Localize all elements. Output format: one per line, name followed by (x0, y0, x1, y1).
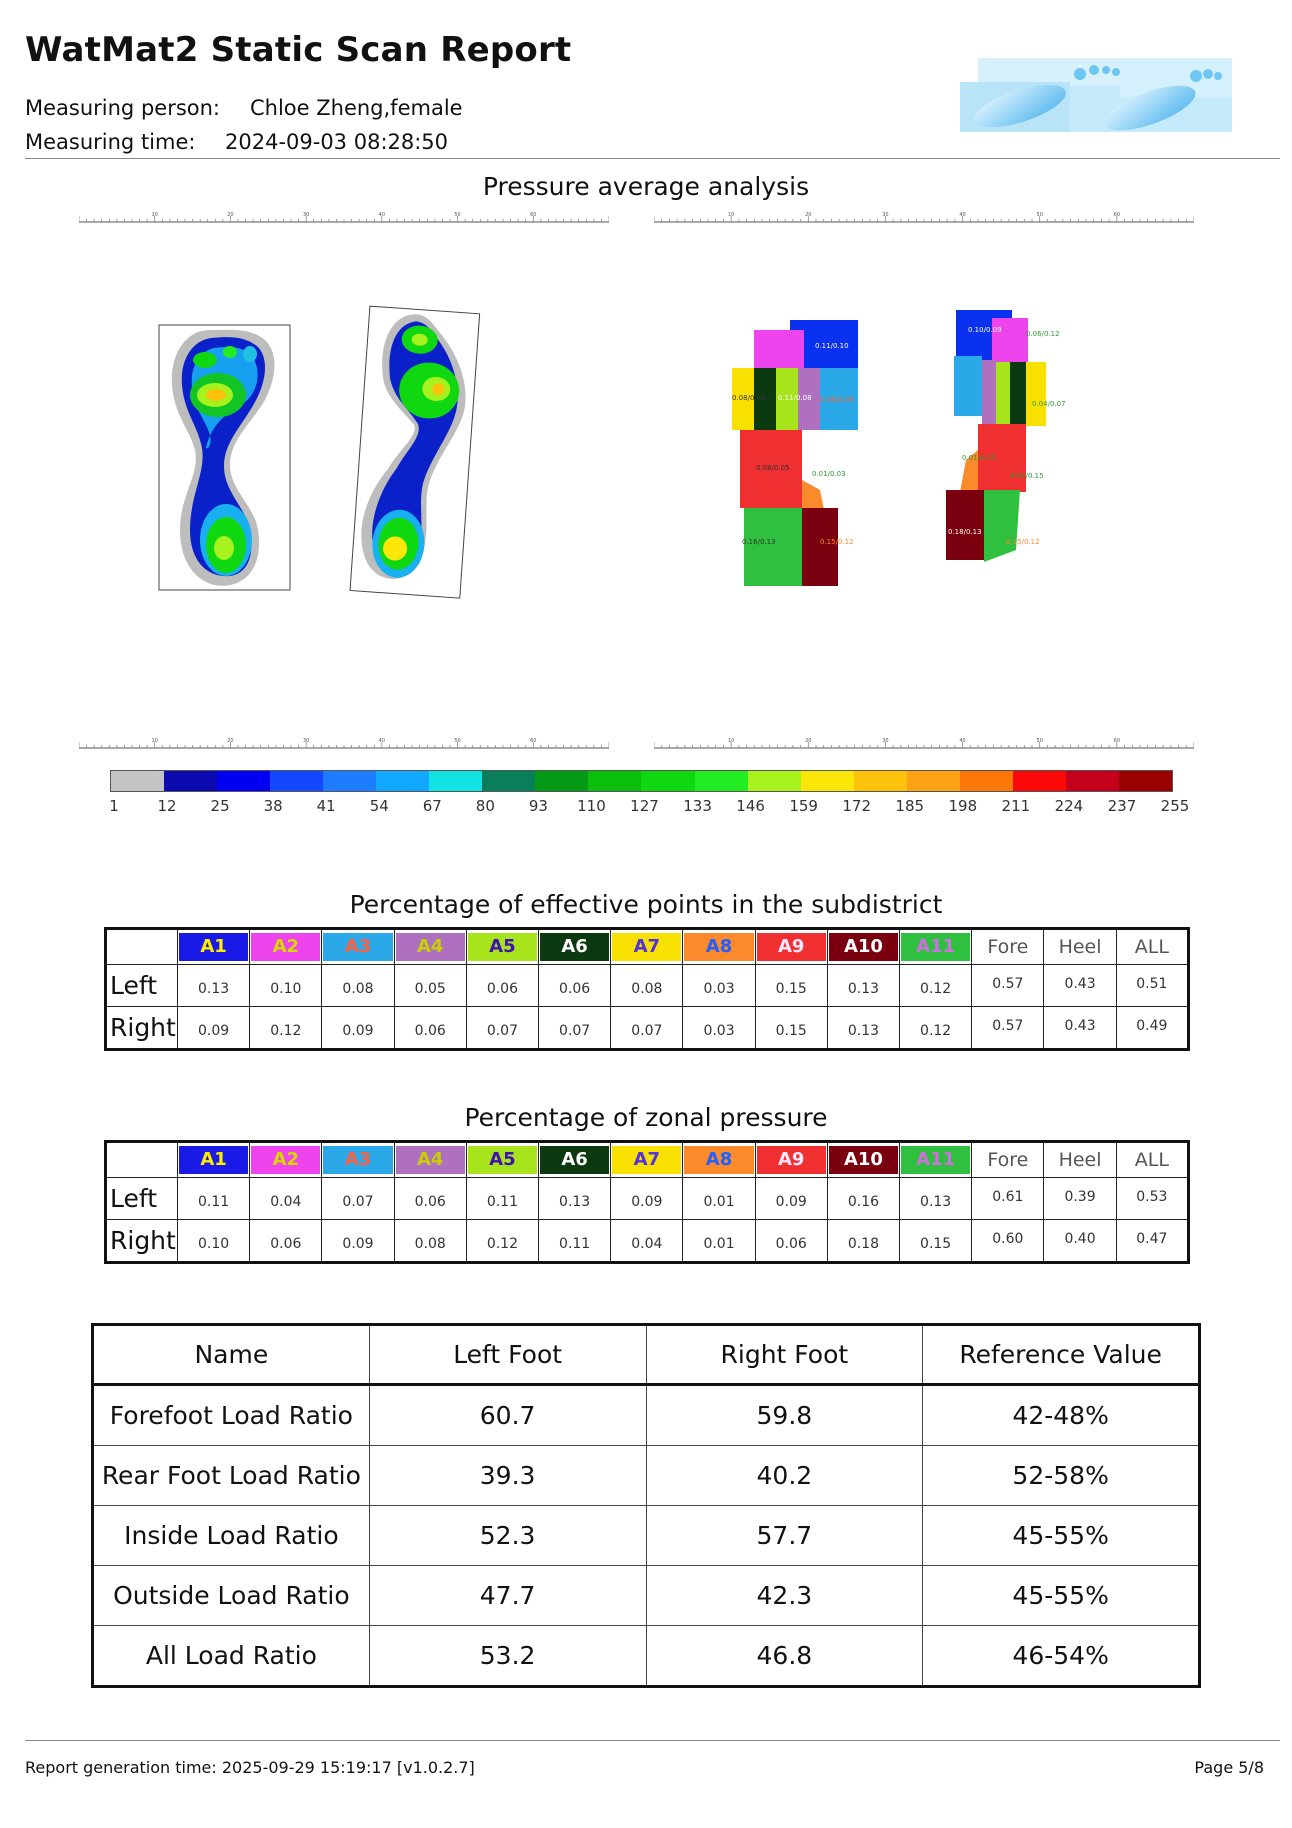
zone-label-chip: A7 (612, 1146, 681, 1174)
left-value: 60.7 (369, 1385, 646, 1446)
zone-label: 0.04/0.07 (1032, 400, 1066, 408)
zone-header-cell (827, 1142, 899, 1178)
right-value: 59.8 (646, 1385, 923, 1446)
zone-label: 0.06/0.12 (1026, 330, 1060, 338)
summary-value-cell: 0.49 (1116, 1007, 1188, 1050)
colorbar-label: 237 (1107, 797, 1137, 815)
colorbar-segment (695, 771, 748, 791)
ruler-tick-label: 10 (727, 738, 735, 744)
zone-value-cell: 0.11 (178, 1178, 250, 1220)
zone-label-chip: A8 (684, 933, 753, 961)
reference-value: 45-55% (923, 1566, 1200, 1626)
zone-header-cell (539, 1142, 611, 1178)
corner-cell (106, 929, 178, 965)
header-cell: Reference Value (923, 1325, 1200, 1385)
colorbar-label: 67 (422, 797, 442, 815)
zone-value-cell: 0.12 (250, 1007, 322, 1050)
row-label: Left (106, 1178, 178, 1220)
table-row (106, 1220, 1189, 1263)
zone-label: 0.08/0.05 (756, 464, 790, 472)
zone-label-chip: A2 (251, 933, 320, 961)
zone-value-cell: 0.06 (539, 965, 611, 1007)
zone-label: 0.09/0.15 (1010, 472, 1044, 480)
colorbar-label: 54 (369, 797, 389, 815)
zone-value-cell: 0.12 (900, 1007, 972, 1050)
summary-header-cell: ALL (1116, 1142, 1188, 1178)
table-row (106, 965, 1189, 1007)
zone-header-cell (250, 1142, 322, 1178)
colorbar-label: 255 (1160, 797, 1190, 815)
ruler-tick-label: 50 (1036, 738, 1043, 744)
zone-value-cell: 0.08 (322, 965, 394, 1007)
zone-value-cell: 0.03 (683, 1007, 755, 1050)
colorbar-label: 25 (210, 797, 230, 815)
colorbar-label: 93 (528, 797, 548, 815)
zone-value-cell: 0.11 (466, 1178, 538, 1220)
zone-label: 0.08/0.06 (732, 394, 766, 402)
zone-label: 0.01/0.03 (812, 470, 846, 478)
person-label: Measuring person: (25, 96, 220, 120)
colorbar-label: 211 (1001, 797, 1031, 815)
zone-label-chip: A1 (179, 933, 248, 961)
colorbar-label: 198 (948, 797, 978, 815)
zone-value-cell: 0.12 (900, 965, 972, 1007)
ruler-tick-label: 10 (151, 212, 158, 218)
row-name: All Load Ratio (93, 1626, 370, 1687)
zone-header-cell (539, 929, 611, 965)
zone-header-cell (394, 1142, 466, 1178)
zone-label-chip: A6 (540, 1146, 609, 1174)
row-label: Right (106, 1220, 178, 1263)
zone-value-cell: 0.11 (539, 1220, 611, 1263)
summary-header-cell: Heel (1044, 1142, 1116, 1178)
colorbar-label: 38 (263, 797, 283, 815)
zone-value-cell: 0.04 (250, 1178, 322, 1220)
right-value: 57.7 (646, 1506, 923, 1566)
zone-value-cell: 0.09 (611, 1178, 683, 1220)
reference-value: 42-48% (923, 1385, 1200, 1446)
zone-label-chip: A8 (684, 1146, 753, 1174)
left-value: 53.2 (369, 1626, 646, 1687)
summary-value-cell: 0.40 (1044, 1220, 1116, 1263)
colorbar-segment (482, 771, 535, 791)
zone-label-chip: A4 (396, 1146, 465, 1174)
header-cell: Name (93, 1325, 370, 1385)
zone-header-row (106, 929, 1189, 965)
zone-value-cell: 0.13 (827, 965, 899, 1007)
colorbar-segment (270, 771, 323, 791)
person-value: Chloe Zheng,female (250, 96, 463, 120)
zone-map-image (720, 300, 1120, 600)
ruler-tick-label: 10 (151, 738, 158, 744)
header-cell: Left Foot (369, 1325, 646, 1385)
load-table-header (93, 1325, 1200, 1385)
right-value: 40.2 (646, 1446, 923, 1506)
zone-header-cell (178, 1142, 250, 1178)
zone-header-cell (755, 929, 827, 965)
colorbar-segment (960, 771, 1013, 791)
row-label: Right (106, 1007, 178, 1050)
ruler-tick-label: 60 (1113, 212, 1121, 218)
ruler-top-right (654, 210, 1194, 230)
zone-label-chip: A3 (323, 1146, 392, 1174)
ruler-tick-label: 60 (530, 212, 537, 218)
ruler-tick-label: 10 (727, 212, 735, 218)
zone-label: 0.15/0.12 (1006, 538, 1040, 546)
zone-value-cell: 0.07 (466, 1007, 538, 1050)
table-row (93, 1446, 1200, 1506)
zone-value-cell: 0.09 (322, 1007, 394, 1050)
zone-label: 0.01/0.03 (962, 454, 996, 462)
ruler-tick-label: 30 (882, 212, 889, 218)
pressure-heatmap-image (150, 300, 530, 600)
colorbar-segment (323, 771, 376, 791)
table-row (93, 1626, 1200, 1687)
time-value: 2024-09-03 08:28:50 (225, 130, 449, 154)
zone-label-chip: A7 (612, 933, 681, 961)
row-name: Inside Load Ratio (93, 1506, 370, 1566)
zone-label-chip: A5 (468, 933, 537, 961)
zone-label-chip: A10 (829, 933, 898, 961)
ruler-tick-label: 60 (1113, 738, 1121, 744)
left-value: 52.3 (369, 1506, 646, 1566)
zone-value-cell: 0.04 (611, 1220, 683, 1263)
zone-value-cell: 0.06 (755, 1220, 827, 1263)
zone-label-chip: A9 (757, 933, 826, 961)
reference-value: 45-55% (923, 1506, 1200, 1566)
summary-value-cell: 0.43 (1044, 1007, 1116, 1050)
footprint-logo (960, 58, 1232, 132)
colorbar-label: 146 (736, 797, 765, 815)
zone-value-cell: 0.05 (394, 965, 466, 1007)
zone-header-cell (683, 929, 755, 965)
zone-value-cell: 0.10 (250, 965, 322, 1007)
zone-value-cell: 0.13 (539, 1178, 611, 1220)
table-row (93, 1506, 1200, 1566)
zone-value-cell: 0.13 (900, 1178, 972, 1220)
colorbar-label: 127 (630, 797, 659, 815)
zone-value-cell: 0.09 (178, 1007, 250, 1050)
colorbar-segment (164, 771, 217, 791)
left-value: 39.3 (369, 1446, 646, 1506)
zone-header-cell (683, 1142, 755, 1178)
colorbar-label: 1 (109, 797, 119, 815)
load-ratio-table (91, 1323, 1201, 1688)
summary-value-cell: 0.39 (1044, 1178, 1116, 1220)
zone-value-cell: 0.15 (755, 965, 827, 1007)
colorbar-label: 133 (683, 797, 712, 815)
ruler-bottom-right (654, 736, 1194, 756)
colorbar-segment (907, 771, 960, 791)
zone-header-cell (394, 929, 466, 965)
time-label: Measuring time: (25, 130, 196, 154)
zone-label: 0.18/0.13 (948, 528, 982, 536)
zone-value-cell: 0.09 (322, 1220, 394, 1263)
colorbar-labels (100, 797, 1190, 817)
zone-header-cell (611, 929, 683, 965)
footer-divider (25, 1740, 1280, 1741)
table-row (93, 1385, 1200, 1446)
effective-points-title: Percentage of effective points in the subdistrict (349, 890, 943, 919)
zone-header-cell (178, 929, 250, 965)
colorbar-label: 12 (157, 797, 177, 815)
zone-header-cell (900, 929, 972, 965)
summary-value-cell: 0.53 (1116, 1178, 1188, 1220)
zone-value-cell: 0.01 (683, 1178, 755, 1220)
reference-value: 46-54% (923, 1626, 1200, 1687)
summary-header-cell: Fore (972, 1142, 1044, 1178)
zone-label: 0.06/0.06 (820, 396, 854, 404)
zone-header-row (106, 1142, 1189, 1178)
zone-value-cell: 0.10 (178, 1220, 250, 1263)
header-divider (25, 158, 1280, 159)
summary-header-cell: Fore (972, 929, 1044, 965)
effective-points-table (104, 927, 1190, 1051)
colorbar-segment (217, 771, 270, 791)
zone-header-cell (466, 1142, 538, 1178)
zone-header-cell (900, 1142, 972, 1178)
zone-value-cell: 0.13 (178, 965, 250, 1007)
ruler-tick-label: 50 (454, 738, 461, 744)
colorbar-label: 159 (789, 797, 818, 815)
zone-label-chip: A11 (901, 933, 970, 961)
colorbar-segment (641, 771, 694, 791)
zone-value-cell: 0.16 (827, 1178, 899, 1220)
zone-label: 0.15/0.12 (820, 538, 854, 546)
zone-header-cell (827, 929, 899, 965)
ruler-tick-label: 40 (959, 738, 966, 744)
zone-label-chip: A1 (179, 1146, 248, 1174)
colorbar-segment (376, 771, 429, 791)
summary-value-cell: 0.43 (1044, 965, 1116, 1007)
ruler-tick-label: 50 (454, 212, 461, 218)
table-row (106, 1007, 1189, 1050)
generation-time: Report generation time: 2025-09-29 15:19:17 [v1.0.2.7] (25, 1758, 475, 1777)
ruler-top-left (79, 210, 609, 230)
summary-value-cell: 0.51 (1116, 965, 1188, 1007)
colorbar-segment (1119, 771, 1172, 791)
zone-label-chip: A5 (468, 1146, 537, 1174)
zone-value-cell: 0.06 (466, 965, 538, 1007)
zone-label-chip: A10 (829, 1146, 898, 1174)
row-label: Left (106, 965, 178, 1007)
colorbar-label: 41 (316, 797, 336, 815)
row-name: Outside Load Ratio (93, 1566, 370, 1626)
colorbar-segment (588, 771, 641, 791)
zone-label-chip: A9 (757, 1146, 826, 1174)
colorbar-label: 224 (1054, 797, 1084, 815)
zone-label: 0.16/0.13 (742, 538, 776, 546)
summary-value-cell: 0.57 (972, 1007, 1044, 1050)
zone-label-chip: A3 (323, 933, 392, 961)
zone-value-cell: 0.07 (611, 1007, 683, 1050)
zonal-pressure-table (104, 1140, 1190, 1264)
zone-value-cell: 0.06 (394, 1007, 466, 1050)
zone-label-chip: A4 (396, 933, 465, 961)
zone-header-cell (611, 1142, 683, 1178)
ruler-tick-label: 20 (805, 738, 812, 744)
colorbar-label: 185 (895, 797, 925, 815)
ruler-bottom-left (79, 736, 609, 756)
right-value: 42.3 (646, 1566, 923, 1626)
ruler-tick-label: 20 (805, 212, 812, 218)
zone-value-cell: 0.09 (755, 1178, 827, 1220)
right-value: 46.8 (646, 1626, 923, 1687)
left-value: 47.7 (369, 1566, 646, 1626)
zone-header-cell (466, 929, 538, 965)
summary-value-cell: 0.47 (1116, 1220, 1188, 1263)
row-name: Forefoot Load Ratio (93, 1385, 370, 1446)
colorbar-segment (429, 771, 482, 791)
zone-label-chip: A2 (251, 1146, 320, 1174)
colorbar-segment (801, 771, 854, 791)
colorbar-segment (748, 771, 801, 791)
zone-header-cell (250, 929, 322, 965)
zone-value-cell: 0.15 (900, 1220, 972, 1263)
summary-header-cell: ALL (1116, 929, 1188, 965)
zone-value-cell: 0.08 (394, 1220, 466, 1263)
zone-value-cell: 0.13 (827, 1007, 899, 1050)
zone-value-cell: 0.07 (539, 1007, 611, 1050)
zone-label-chip: A11 (901, 1146, 970, 1174)
zone-value-cell: 0.06 (250, 1220, 322, 1263)
colorbar-segment (1013, 771, 1066, 791)
corner-cell (106, 1142, 178, 1178)
reference-value: 52-58% (923, 1446, 1200, 1506)
zone-label: 0.11/0.10 (815, 342, 849, 350)
colorbar-segment (854, 771, 907, 791)
ruler-tick-label: 30 (302, 738, 310, 744)
report-title: WatMat2 Static Scan Report (25, 30, 572, 70)
colorbar-segment (111, 771, 164, 791)
ruler-tick-label: 40 (959, 212, 966, 218)
page-number: Page 5/8 (1194, 1758, 1264, 1777)
zone-value-cell: 0.06 (394, 1178, 466, 1220)
zone-value-cell: 0.01 (683, 1220, 755, 1263)
zone-header-cell (322, 1142, 394, 1178)
zone-header-cell (322, 929, 394, 965)
zone-value-cell: 0.18 (827, 1220, 899, 1263)
header-cell: Right Foot (646, 1325, 923, 1385)
colorbar-segment (535, 771, 588, 791)
table-row (93, 1566, 1200, 1626)
ruler-tick-label: 40 (378, 738, 386, 744)
ruler-tick-label: 30 (302, 212, 310, 218)
ruler-tick-label: 20 (227, 738, 234, 744)
zone-label: 0.11/0.08 (778, 394, 812, 402)
zone-value-cell: 0.08 (611, 965, 683, 1007)
ruler-tick-label: 20 (227, 212, 234, 218)
pressure-section-title: Pressure average analysis (482, 172, 810, 201)
zonal-pressure-title: Percentage of zonal pressure (464, 1103, 828, 1132)
ruler-tick-label: 30 (882, 738, 889, 744)
zone-value-cell: 0.07 (322, 1178, 394, 1220)
summary-header-cell: Heel (1044, 929, 1116, 965)
ruler-tick-label: 60 (530, 738, 537, 744)
summary-value-cell: 0.60 (972, 1220, 1044, 1263)
zone-value-cell: 0.03 (683, 965, 755, 1007)
ruler-tick-label: 40 (378, 212, 386, 218)
summary-value-cell: 0.61 (972, 1178, 1044, 1220)
colorbar-label: 172 (842, 797, 872, 815)
zone-value-cell: 0.15 (755, 1007, 827, 1050)
row-name: Rear Foot Load Ratio (93, 1446, 370, 1506)
colorbar-segment (1066, 771, 1119, 791)
colorbar-label: 110 (577, 797, 606, 815)
zone-label-chip: A6 (540, 933, 609, 961)
zone-label: 0.10/0.09 (968, 326, 1002, 334)
ruler-tick-label: 50 (1036, 212, 1043, 218)
zone-value-cell: 0.12 (466, 1220, 538, 1263)
pressure-colorbar (110, 770, 1173, 792)
colorbar-label: 80 (475, 797, 495, 815)
summary-value-cell: 0.57 (972, 965, 1044, 1007)
table-row (106, 1178, 1189, 1220)
zone-header-cell (755, 1142, 827, 1178)
